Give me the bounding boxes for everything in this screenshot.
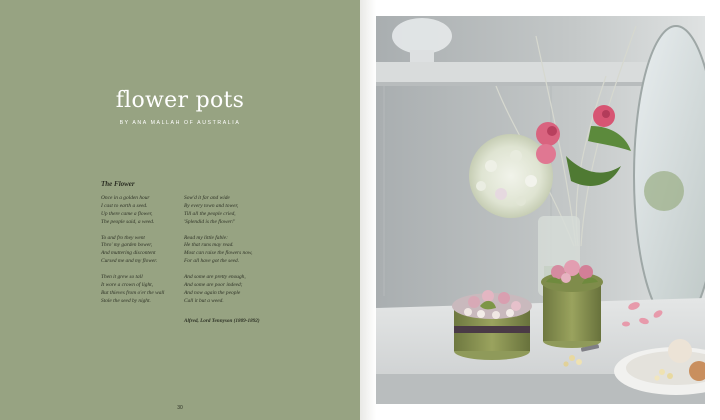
poem-line: Sow'd it far and wide — [184, 195, 230, 201]
author-byline: BY ANA MALLAH OF AUSTRALIA — [119, 120, 241, 126]
page-gutter — [360, 0, 376, 420]
poem-line: Read my little fable: — [184, 234, 228, 241]
poem-attribution: Alfred, Lord Tennyson (1809-1892) — [184, 318, 260, 324]
poem-line: And muttering discontent — [101, 250, 156, 257]
poem-column-1 — [101, 195, 164, 306]
poem-line: Thro' my garden bower, — [101, 242, 153, 249]
flower-pots-photo — [376, 16, 705, 404]
short-flower-pot — [452, 290, 532, 360]
poem-line: Most can raise the flowers now, — [184, 250, 253, 257]
glass-bowl-base — [410, 50, 434, 62]
poem-line: For all have got the seed. — [184, 258, 240, 265]
poem-line: And some are pretty enough, — [184, 274, 246, 281]
photo-illustration — [376, 16, 705, 404]
poem-stanza — [101, 235, 164, 267]
mirror-reflection — [644, 171, 684, 211]
poem-line: Call it but a weed. — [184, 297, 224, 304]
poem-line: But thieves from o'er the wall — [101, 289, 165, 296]
poem-line: Up there came a flower, — [101, 210, 153, 217]
poem-line: Till all the people cried, — [184, 210, 236, 217]
poem-column-2 — [184, 195, 252, 306]
poem-line: He that runs may read. — [184, 242, 234, 249]
poem-stanza — [101, 274, 164, 306]
poem-line: Stole the seed by night. — [101, 297, 151, 304]
poem-line: The people said, a weed. — [101, 218, 155, 225]
page-title: flower pots — [115, 88, 245, 113]
poem-line: I cast to earth a seed. — [101, 202, 148, 209]
poem-line: By every town and tower, — [184, 202, 239, 209]
poem-line: To and fro they went — [101, 234, 145, 241]
poem-line: Once in a golden hour — [101, 195, 150, 201]
poem-line: And some are poor indeed; — [184, 281, 243, 288]
poem-line: And now again the people — [184, 289, 241, 296]
poem-stanza — [101, 195, 164, 227]
poem-line: It wore a crown of light, — [101, 281, 154, 288]
poem-line: Cursed me and my flower. — [101, 258, 158, 265]
poem-line: Then it grew so tall — [101, 274, 143, 281]
page-number: 30 — [177, 405, 183, 411]
poem-line: 'Splendid is the flower!' — [184, 218, 235, 225]
poem-stanza — [184, 274, 252, 306]
poem-stanza — [184, 195, 252, 227]
glass-bowl — [392, 18, 452, 54]
poem-stanza — [184, 235, 252, 267]
poem-title: The Flower — [101, 180, 135, 188]
